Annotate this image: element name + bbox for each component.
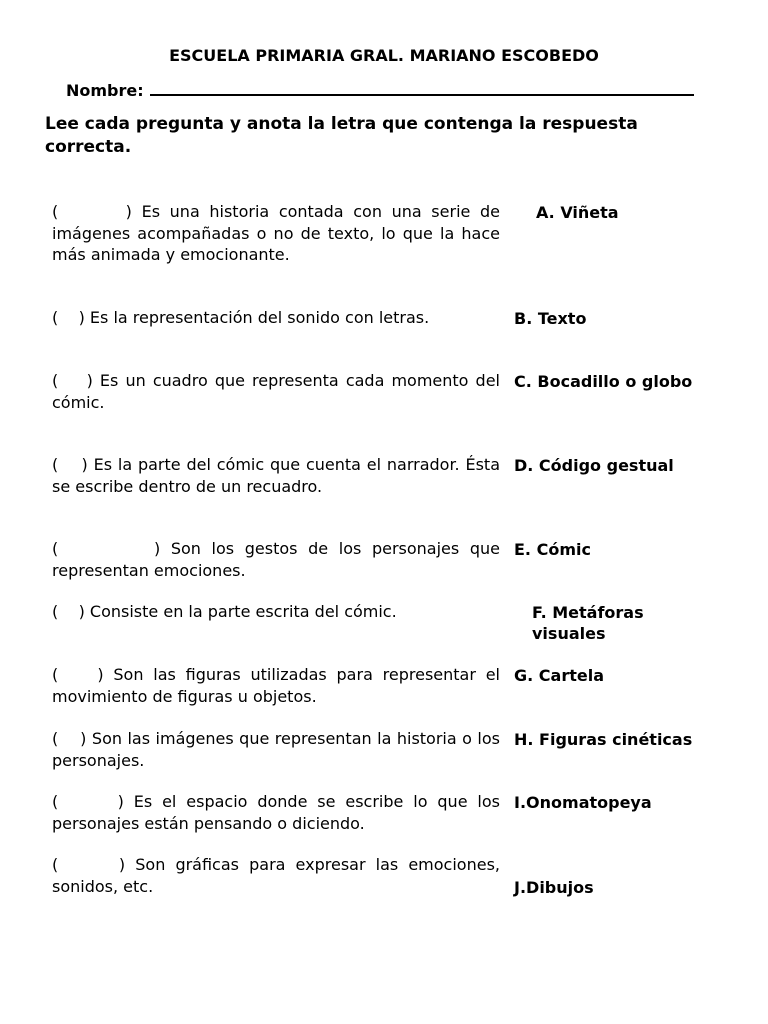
- question-8: [52, 728, 500, 771]
- answer-option-h: H. Figuras cinéticas: [514, 730, 693, 749]
- instructions: Lee cada pregunta y anota la letra que contenga la respuesta correcta.: [45, 114, 638, 157]
- answer-option-a: A. Viñeta: [536, 203, 619, 222]
- answer-blank-6[interactable]: ( ): [52, 602, 85, 621]
- name-label: Nombre:: [66, 81, 144, 100]
- answer-blank-3[interactable]: ( ): [52, 371, 93, 390]
- question-1: [52, 201, 500, 266]
- question-6: [52, 601, 500, 623]
- question-text-3: Es un cuadro que representa cada momento del cómic.: [52, 371, 501, 412]
- question-9: [52, 791, 500, 834]
- question-10: [52, 854, 500, 897]
- question-text-8: Son las imágenes que representan la historia o los personajes.: [52, 729, 500, 770]
- answer-option-b: B. Texto: [514, 309, 587, 328]
- answer-option-g: G. Cartela: [514, 666, 604, 685]
- answer-blank-2[interactable]: ( ): [52, 308, 85, 327]
- name-blank-line[interactable]: [150, 80, 694, 96]
- question-3: [52, 370, 500, 413]
- school-title: ESCUELA PRIMARIA GRAL. MARIANO ESCOBEDO: [169, 46, 599, 65]
- answer-blank-8[interactable]: ( ): [52, 729, 87, 748]
- answer-blank-4[interactable]: ( ): [52, 455, 88, 474]
- question-4: [52, 454, 500, 497]
- name-field[interactable]: [66, 80, 706, 101]
- answer-blank-10[interactable]: ( ): [52, 855, 126, 874]
- answer-option-d: D. Código gestual: [514, 456, 674, 475]
- question-text-6: Consiste en la parte escrita del cómic.: [89, 602, 397, 621]
- question-text-1: Es una historia contada con una serie de imágenes acompañadas o no de texto, lo que la hace más animada y emocionante.: [52, 202, 500, 264]
- answer-option-i: I.Onomatopeya: [514, 793, 652, 812]
- question-text-10: Son gráficas para expresar las emociones, sonidos, etc.: [52, 855, 500, 896]
- answer-blank-1[interactable]: ( ): [52, 202, 132, 221]
- question-text-4: Es la parte del cómic que cuenta el narrador. Ésta se escribe dentro de un recuadro.: [52, 455, 500, 496]
- answer-blank-9[interactable]: ( ): [52, 792, 124, 811]
- question-7: [52, 664, 500, 707]
- answer-option-c: C. Bocadillo o globo: [514, 372, 693, 391]
- question-2: [52, 307, 500, 329]
- answer-option-e: E. Cómic: [514, 540, 591, 559]
- question-text-7: Son las figuras utilizadas para representar el movimiento de figuras u objetos.: [52, 665, 500, 706]
- answer-blank-7[interactable]: ( ): [52, 665, 104, 684]
- answer-blank-5[interactable]: ( ): [52, 539, 161, 558]
- question-text-5: Son los gestos de los personajes que representan emociones.: [52, 539, 500, 580]
- answer-option-j: J.Dibujos: [514, 878, 594, 897]
- question-text-9: Es el espacio donde se escribe lo que los personajes están pensando o diciendo.: [52, 792, 501, 833]
- question-text-2: Es la representación del sonido con letras.: [89, 308, 430, 327]
- answer-option-f: F. Metáforas visuales: [532, 603, 644, 643]
- question-5: [52, 538, 500, 581]
